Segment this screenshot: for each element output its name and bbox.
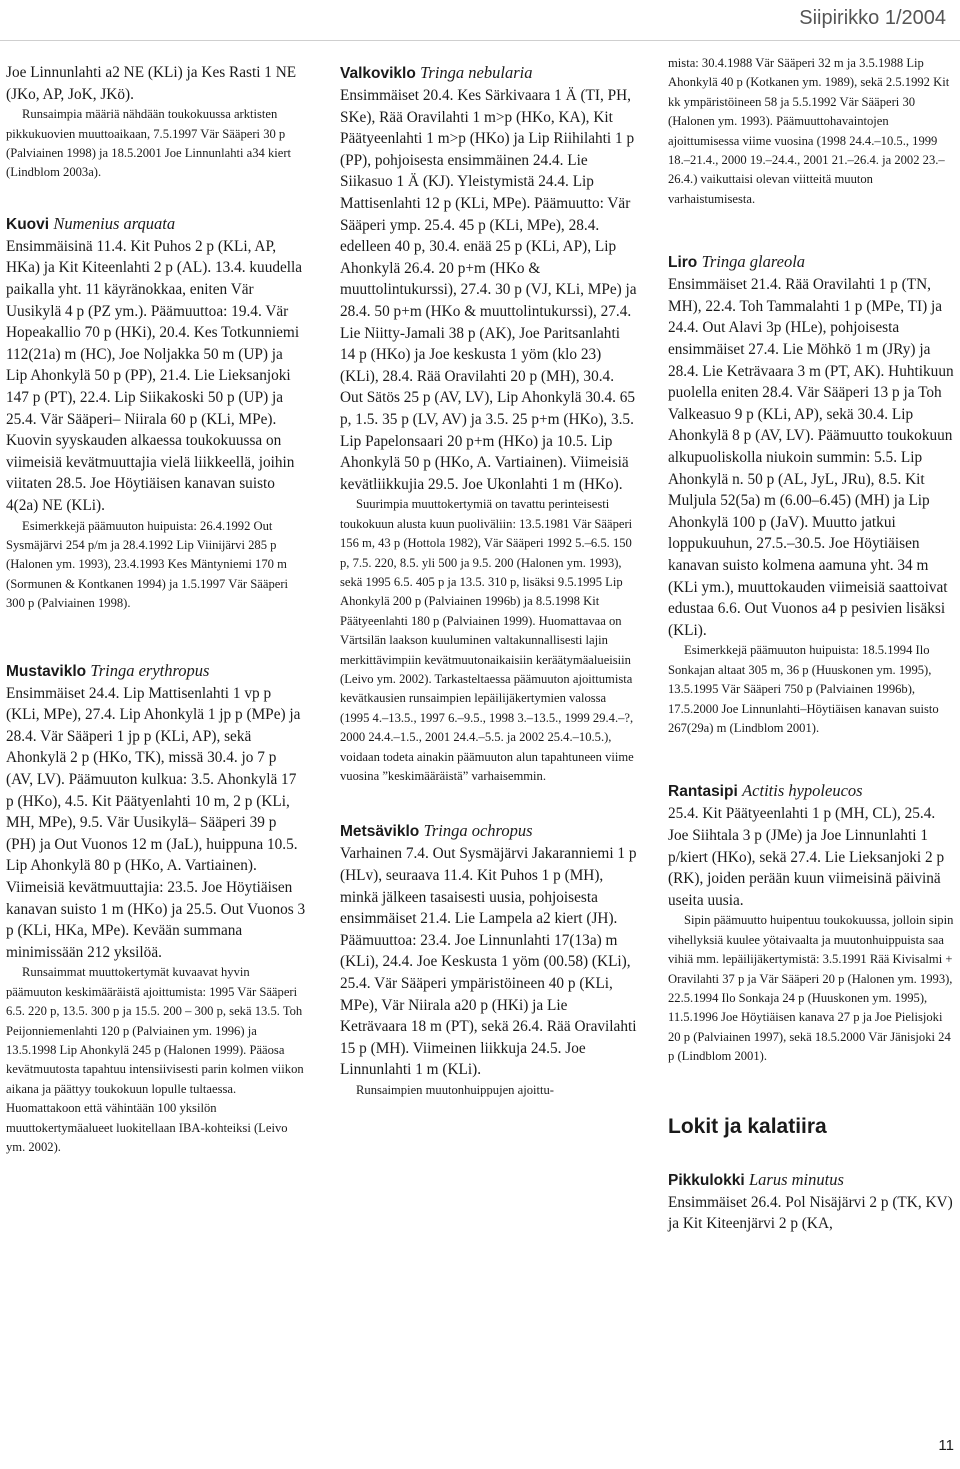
paragraph-metsaviklo: Varhainen 7.4. Out Sysmäjärvi Jakaranniemi 1 p (HLv), seuraava 11.4. Kit Puhos 1 p (MH), minkä jälkeen tasaisesti uusia, pohjoisesta ensimmäiset 21.4. Lie Lampela a2 kiert (JH). Päämuuttoa: 23.4. Joe Linnunlahti 17(13a) m (KLi), 24.4. Joe Keskusta 1 yöm (00.58) (KLi), 25.4. Vär Sääperi ympäristöineen 40 p (KLi, MPe), Vär Niirala a20 p (HKi) ja Lie Keträvaara 18 m (PT), sekä 26.4. Rää Oravilahti 15 p (MH). Viimeinen liikkuja 24.5. Joe Linnunlahti 1 m (KLi). [340,845,637,1079]
paragraph-intro: Joe Linnunlahti a2 NE (KLi) ja Kes Rasti 1 NE (JKo, AP, JoK, JKö). [6,64,297,103]
paragraph-liro-small: Esimerkkejä päämuuton huipuista: 18.5.1994 Ilo Sonkajan altaat 305 m, 36 p (Huuskonen ym. 1995), 13.5.1995 Vär Sääperi 750 p (Palviainen 1996b), 17.5.2000 Joe Linnunlahti–Höytiäisen kanavan suisto 267(29a) m (Lindblom 2001). [668,643,939,735]
species-latin: Tringa glareola [701,252,806,272]
section-heading-pikkulokki [668,1169,956,1192]
species-name: Mustaviklo [6,662,87,680]
section-heading-valkoviklo [340,62,638,85]
page-number: 11 [938,1437,954,1454]
paragraph-mustaviklo: Ensimmäiset 24.4. Lip Mattisenlahti 1 vp p (KLi, MPe), 27.4. Lip Ahonkylä 1 jp p (MPe) ja 28.4. Vär Sääperi 1 jp p (KLi, AP), sekä Ahonkylä 2 p (HKo, TK), missä 30.4. jo 7 p (AV, LV). Päämuuton kulkua: 3.5. Ahonkylä 17 p (HKo), 4.5. Kit Päätyenlahti 10 m, 2 p (KLi, MH, MPe), 9.5. Vär Uusikylä– Sääperi 39 p (PH) ja Out Vuonos 12 m (JaL), huippuna 10.5. Lip Ahonkylä 80 p (HKo, A. Vartiainen). Viimeisiä kevätmuuttajia: 23.5. Joe Höytiäisen kanavan suisto 1 m (HKo) ja 25.5. Out Vuonos 3 p (KLi, HKa, MPe). Kevään summana minimissään 212 yksilöä. [6,684,306,961]
species-latin: Tringa nebularia [420,63,533,82]
paragraph-rantasipi-small: Sipin päämuutto huipentuu toukokuussa, jolloin sipin vihellyksiä kuulee yötaivaalta ja muutonhuippuista saa vihiä mm. lepäilijäkertymistä: 3.5.1991 Rää Kivisalmi + Oravilahti 37 p ja Vär Sääperi 20 p (Halonen ym. 1993), 22.5.1994 Ilo Sonkaja 24 p (Huuskonen ym. 1995), 11.5.1996 Joe Höytiäisen kanava 27 p ja Joe Pielisjoki 20 p (Palviainen 1997), sekä 18.5.2000 Vär Jänisjoki 24 p (Lindblom 2001). [668,913,954,1064]
species-name: Valkoviklo [340,65,416,82]
column-1 [6,54,306,1157]
column-3 [668,54,956,1235]
paragraph-valkoviklo: Ensimmäiset 20.4. Kes Särkivaara 1 Ä (TI, PH, SKe), Rää Oravilahti 1 m>p (HKo, KA), Kit Päätyeenlahti 1 m>p (HKo) ja Lip Riihilahti 1 p (PP), pohjoisesta ensimmäinen 24.4. Lie Siikasuo 1 Ä (KJ). Yleistymistä 24.4. Lip Mattisenlahti 12 p (KLi, MPe). Päämuutto: Vär Sääperi ymp. 25.4. 45 p (KLi, MPe), 28.4. edelleen 40 p, 30.4. enää 25 p (KLi, AP), Lip Ahonkylä 26.4. 20 p+m (HKo & muuttolintukurssi), 27.4. 30 p (VJ, KLi, MPe) ja 28.4. 50 p+m (HKo & muuttolintukurssi), 27.4. Lie Niitty-Jamali 38 p (AK), Joe Paritsanlahti 14 p (HKo) ja Joe keskusta 1 yöm (klo 23) (KLi), 28.4. Rää Oravilahti 20 p (MH), 30.4. Out Sätös 25 p (AV, LV), Lip Ahonkylä 30.4. 65 p, 1.5. 35 p (LV, AV) ja 3.5. 25 p+m (HKo), 3.5. Lip Papelonsaari 20 p+m (HKo) ja 10.5. Lip Ahonkylä 50 p (HKo, A. Vartiainen). Viimeisiä kevätliikkujia 29.5. Joe Ukonlahti 1 m (HKo). [340,87,637,493]
paragraph-pikkulokki: Ensimmäiset 26.4. Pol Nisäjärvi 2 p (TK, KV) ja Kit Kiteenjärvi 2 p (KA, [668,1193,953,1233]
species-latin: Actitis hypoleucos [742,781,863,801]
species-latin: Tringa ochropus [423,821,533,841]
section-heading-rantasipi [668,780,956,803]
species-latin: Numenius arquata [53,213,176,233]
section-heading-metsaviklo [340,820,638,843]
paragraph-kuovi-small: Esimerkkejä päämuuton huipuista: 26.4.1992 Out Sysmäjärvi 254 p/m ja 28.4.1992 Lip Viinijärvi 285 p (Halonen ym. 1993), 23.4.1993 Kes Mäntyniemi 170 m (Sormunen & Kontkanen 1994) ja 1.5.1997 Vär Sääperi 300 p (Palviainen 1998). [6,518,289,611]
paragraph-liro: Ensimmäiset 21.4. Rää Oravilahti 1 p (TN, MH), 22.4. Toh Tammalahti 1 p (MPe, TI) ja 24.4. Out Alavi 3p (HLe), pohjoisesta ensimmäiset 27.4. Lie Möhkö 1 m (JRy) ja 28.4. Lie Keträvaara 3 m (PT, AK). Huhtikuun puolella eniten 28.4. Vär Sääperi 13 p ja Toh Valkeasuo 9 p (KLi, AP), sekä 30.4. Lip Ahonkylä 8 p (AV, LV). Päämuutto toukokuun alkupuoliskolla niukoin summin: 5.5. Lip Ahonkylä n. 50 p (AL, JyL, JRu), 8.5. Kit Muljula 52(5a) m (6.00–6.45) (MH) ja Lip Ahonkylä 100 p (JaV). Muutto jatkui loppukuuhun, 27.5.–30.5. Joe Höytiäisen kanavan suisto kolmena aamuna yht. 34 m (KLi ym.), muuttokauden viimeisiä saattoivat edustaa 6.6. Out Vuonos a4 p pesivien lisäksi (KLi). [668,276,954,639]
paragraph-mustaviklo-small: Runsaimmat muuttokertymät kuvaavat hyvin päämuuton keskimääräistä ajoittumista: 1995 Vär Sääperi 6.5. 220 p, 13.5. 300 p ja 15.5. 200 – 300 p, sekä 13.5. Toh Peijonniemenlahti 120 p (Palviainen ym. 1996) ja 13.5.1998 Lip Ahonkylä 245 p (Halonen 1999). Pääosa kevätmuutosta tapahtuu intensiivisesti parin kolmen viikon aikana ja päättyy toukokuun lopulle tultaessa. Huomattakoon että vähintään 100 yksilön muuttokertymäalueet luokitellaan IBA-kohteiksi (Leivo ym. 2002). [6,965,304,1154]
paragraph-kuovi: Ensimmäisinä 11.4. Kit Puhos 2 p (KLi, AP, HKa) ja Kit Kiteenlahti 2 p (AL). 13.4. kuudella paikalla yht. 11 käyränokkaa, eniten Vär Uusikylä 4 p (PZ ym.). Päämuuttoa: 19.4. Vär Hopeakallio 70 p (HKi), 20.4. Kes Totkunniemi 112(21a) m (HC), Joe Noljakka 50 m (UP) ja Lip Ahonkylä 50 p (PP), 21.4. Lie Lieksanjoki 147 p (PT), 22.4. Lip Siikakoski 50 p (UP) ja 25.4. Vär Sääperi– Niirala 60 p (KLi, MPe). Kuovin syyskauden alkaessa toukokuussa on viimeisiä kevätmuuttajia vielä liikkeellä, joihin viitaten 28.5. Joe Höytiäisen kanavan suisto 4(2a) NE (KLi). [6,237,303,514]
section-heading-mustaviklo [6,660,306,683]
section-heading-lokit: Lokit ja kalatiira [668,1114,827,1138]
species-name: Metsäviklo [340,823,420,841]
species-latin: Tringa erythropus [90,660,210,680]
species-name: Kuovi [6,215,50,233]
species-name: Liro [668,254,698,272]
section-heading-kuovi [6,213,306,236]
page-header [0,0,960,41]
paragraph-metsaviklo-small: Runsaimpien muutonhuippujen ajoittu- [356,1082,554,1097]
paragraph-rantasipi: 25.4. Kit Päätyeenlahti 1 p (MH, CL), 25.4. Joe Siihtala 3 p (JMe) ja Joe Linnunlahti 1 p/kiert (HKo), sekä 27.4. Lie Lieksanjoki 2 p (RK), joiden perään kuun viimeisinä päivinä useita uusia. [668,805,945,909]
species-name: Pikkulokki [668,1171,745,1189]
paragraph-small: Runsaimpia määriä nähdään toukokuussa arktisten pikkukuovien muuttoaikaan, 7.5.1997 Vär Sääperi 30 p (Palviainen 1998) ja 18.5.2001 Joe Linnunlahti a34 kiert (Lindblom 2003a). [6,107,292,180]
column-2 [340,54,638,1100]
paragraph-valkoviklo-small: Suurimpia muuttokertymiä on tavattu perinteisesti toukokuun alusta kuun puoliväliin: 13.5.1981 Vär Sääperi 156 m, 43 p (Hottola 1982), Vär Sääperi 1992 5.–6.5. 150 p, 7.5. 220, 8.5. yli 500 ja 9.5. 200 (Halonen ym. 1993), sekä 1995 6.5. 405 p ja 13.5. 310 p, lisäksi 9.5.1995 Lip Ahonkylä 200 p (Palviainen 1996b) ja 8.5.1998 Kit Päätyeenlahti 180 p (Palviainen 1999). Huomattavaa on Värtsilän laakson kuuluminen valtakunnallisesti lajin merkittävimpiin kevätmuutonaikaisiin keräätymäalueisiin (Leivo ym. 2002). Tarkasteltaessa päämuuton ajoittumista kevätkausien runsaimpien lepäilijäkertymien valossa (1995 4.–13.5., 1997 6.–9.5., 1998 3.–13.5., 1999 29.4.–?, 2000 24.4.–1.5., 2001 24.4.–5.5. ja 2002 25.4.–10.5.), voidaan todeta ainakin päämuuton alun tapahtuneen viime vuosina ”keskimääräistä” varhaisemmin. [340,497,634,783]
paragraph-continued: mista: 30.4.1988 Vär Sääperi 32 m ja 3.5.1988 Lip Ahonkylä 40 p (Kotkanen ym. 1989), sekä 2.5.1992 Kit kk ympäristöineen 58 ja 5.5.1992 Vär Sääperi 30 (Halonen ym. 1993). Päämuuttohavaintojen ajoittumisessa viime vuosina (1998 24.4.–10.5., 1999 18.–21.4., 2000 19.–24.4., 2001 21.–26.4. ja 2002 23.–26.4.) vaikuttaisi olevan viitteitä muuton varhaistumisesta. [668,56,950,206]
journal-title: Siipirikko 1/2004 [799,7,946,29]
section-heading-liro [668,251,956,274]
species-name: Rantasipi [668,783,738,801]
species-latin: Larus minutus [749,1169,844,1189]
